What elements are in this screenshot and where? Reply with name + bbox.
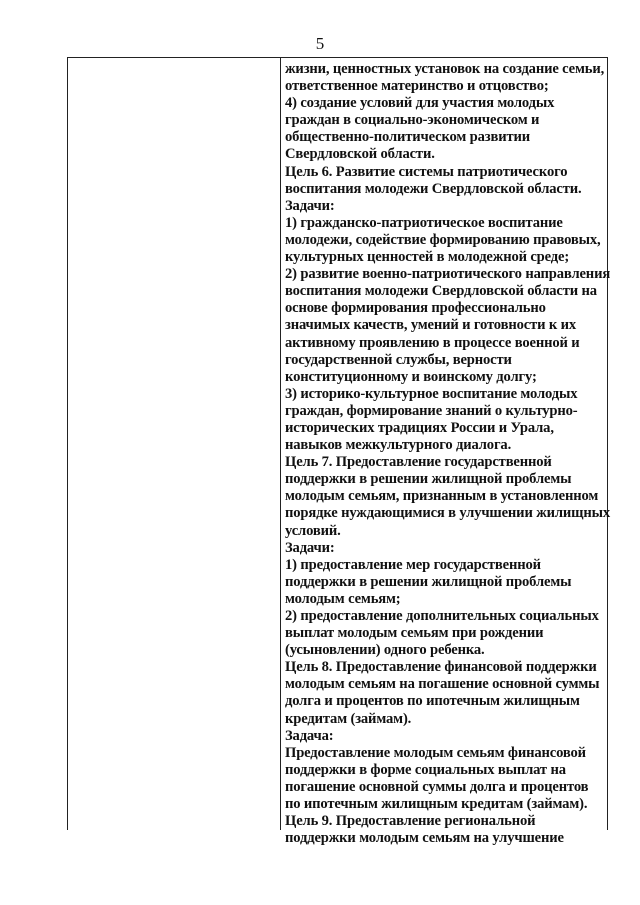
text-line: граждан, формирование знаний о культурно- [285,402,578,419]
text-line: значимых качеств, умений и готовности к их [285,317,576,334]
text-line: 1) предоставление мер государственной [285,556,541,573]
text-line: ответственное материнство и отцовство; [285,78,549,95]
text-line: 4) создание условий для участия молодых [285,95,555,112]
text-line: исторических традициях России и Урала, [285,419,554,436]
text-line: Предоставление молодым семьям финансовой [285,744,586,761]
text-line: 2) развитие военно-патриотического направления [285,266,611,283]
text-line: культурных ценностей в молодежной среде; [285,249,570,266]
text-line: молодым семьям, признанным в установленном [285,488,599,505]
text-line: навыков межкультурного диалога. [285,437,512,454]
text-line: Цель 7. Предоставление государственной [285,454,552,471]
table-left-column [68,58,281,830]
text-line: Цель 8. Предоставление финансовой поддержки [285,659,597,676]
text-line: воспитания молодежи Свердловской области на [285,283,597,300]
text-line: по ипотечным жилищным кредитам (займам). [285,796,588,813]
text-line: активному проявлению в процессе военной и [285,334,580,351]
text-line: (усыновлении) одного ребенка. [285,642,485,659]
text-line: молодым семьям на погашение основной суммы [285,676,600,693]
text-line: Свердловской области. [285,146,435,163]
text-line: 3) историко-культурное воспитание молодых [285,385,578,402]
text-line: порядке нуждающимися в улучшении жилищных [285,505,611,522]
text-line: общественно-политическом развитии [285,129,531,146]
text-line: Цель 9. Предоставление региональной [285,813,536,830]
text-line: Задачи: [285,197,335,214]
text-line: воспитания молодежи Свердловской области. [285,180,582,197]
page-number: 5 [315,34,325,53]
text-line: долга и процентов по ипотечным жилищным [285,693,580,710]
text-line: конституционному и воинскому долгу; [285,368,537,385]
text-line: поддержки в форме социальных выплат на [285,761,566,778]
text-line: 2) предоставление дополнительных социальных [285,608,599,624]
text-line: выплат молодым семьям при рождении [285,625,544,642]
text-line: погашение основной суммы долга и процентов [285,778,589,795]
document-table [67,57,611,847]
text-line: граждан в социально-экономическом и [285,112,540,129]
text-line: Цель 6. Развитие системы патриотического [285,163,568,180]
text-line: поддержки в решении жилищной проблемы [285,471,572,488]
text-line: условий. [285,522,341,539]
text-line: основе формирования профессионально [285,300,546,317]
text-line: жизни, ценностных установок на создание семьи, [285,61,605,77]
text-line: молодежи, содействие формированию правовых, [285,231,601,248]
text-line: поддержки молодым семьям на улучшение [285,830,564,847]
text-line: государственной службы, верности [285,351,512,368]
text-line: 1) гражданско-патриотическое воспитание [285,214,563,231]
text-line: кредитам (займам). [285,710,412,727]
text-line: поддержки в решении жилищной проблемы [285,573,572,590]
text-line: Задачи: [285,539,335,556]
text-line: Задача: [285,727,334,744]
table-right-column [281,58,611,847]
text-line: молодым семьям; [285,590,401,607]
